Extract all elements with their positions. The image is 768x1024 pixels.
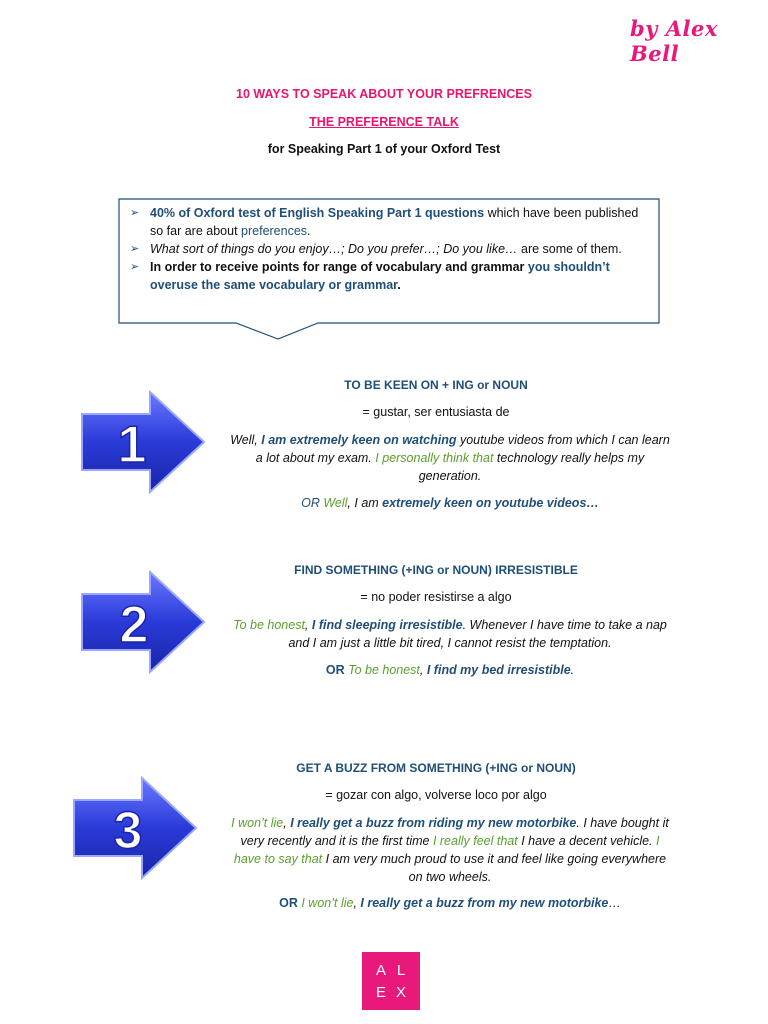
arrow-bullet-icon: ➢ xyxy=(130,243,140,255)
callout-b2-questions: What sort of things do you enjoy…; Do you prefer…; Do you like… xyxy=(150,242,518,256)
ex-text: I am very much proud to use it and feel like going everywhere on two wheels. xyxy=(322,852,667,884)
number-1-arrow-icon xyxy=(78,390,208,500)
arrow-number-label: 1 xyxy=(117,416,147,474)
alt-key-phrase: I really get a buzz from my new motorbike xyxy=(360,896,609,910)
section-1-meaning: = gustar, ser entusiasta de xyxy=(362,405,510,419)
ex-key-phrase: I find sleeping irresistible xyxy=(311,618,463,632)
section-1-example xyxy=(228,431,672,485)
alt-text: , xyxy=(353,896,361,910)
ex-text: . Whenever I have time to take a nap and I am just a little bit tired, I cannot resist the temptation. xyxy=(288,618,667,650)
document-subtitle: for Speaking Part 1 of your Oxford Test xyxy=(267,142,501,156)
ex-text: youtube videos from which I can learn a lot about my exam. xyxy=(255,433,670,465)
ex-key-phrase: I really get a buzz from riding my new motorbike xyxy=(290,816,577,830)
or-label: OR xyxy=(279,896,302,910)
alex-logo xyxy=(362,952,420,1010)
callout-bullet-2 xyxy=(124,240,654,258)
callout-b1-text: which have been published so far are about xyxy=(150,206,639,238)
section-3-title: GET A BUZZ FROM SOMETHING (+ING or NOUN) xyxy=(296,761,576,775)
document-title: 10 WAYS TO SPEAK ABOUT YOUR PREFRENCES xyxy=(236,87,532,101)
logo-letter: A xyxy=(375,962,386,979)
ex-text: technology really helps my generation. xyxy=(418,451,645,483)
logo-letter: L xyxy=(396,962,406,979)
alt-text: . xyxy=(570,663,575,677)
section-1-alternative xyxy=(228,494,672,512)
section-2-title: FIND SOMETHING (+ING or NOUN) IRRESISTIBLE xyxy=(294,563,578,577)
arrow-number-label: 3 xyxy=(113,802,143,860)
callout-b1-keyword: preferences xyxy=(241,224,308,238)
section-3-alternative xyxy=(228,894,672,912)
section-3-example xyxy=(228,814,672,886)
section-2-example xyxy=(228,616,672,652)
ex-filler-phrase: I have to say that xyxy=(233,834,660,866)
alt-text: , I am xyxy=(347,496,383,510)
document-subtitle-underlined: THE PREFERENCE TALK xyxy=(309,115,459,129)
callout-b1-emphasis: 40% of Oxford test of English Speaking Part 1 questions xyxy=(150,206,485,220)
ex-filler-phrase: To be honest xyxy=(233,618,305,632)
section-1-title: TO BE KEEN ON + ING or NOUN xyxy=(344,378,528,392)
callout-b1-end: . xyxy=(307,224,311,238)
alt-filler-phrase: Well xyxy=(323,496,348,510)
ex-filler-phrase: I won’t lie xyxy=(231,816,284,830)
logo-letter: E xyxy=(375,984,386,1001)
arrow-bullet-icon: ➢ xyxy=(130,207,140,219)
ex-filler-phrase: I personally think that xyxy=(375,451,494,465)
alt-key-phrase: extremely keen on youtube videos… xyxy=(382,496,599,510)
number-2-arrow-icon xyxy=(78,570,208,680)
author-signature: by Alex Bell xyxy=(630,16,718,66)
arrow-bullet-icon: ➢ xyxy=(130,261,140,273)
ex-text: , xyxy=(283,816,291,830)
alt-key-phrase: I find my bed irresistible xyxy=(426,663,571,677)
callout-b2-text: are some of them. xyxy=(517,242,622,256)
ex-text: Well, xyxy=(230,433,262,447)
section-2-alternative xyxy=(228,661,672,679)
arrow-number-label: 2 xyxy=(119,596,149,654)
callout-list xyxy=(124,204,654,294)
alt-filler-phrase: I won’t lie xyxy=(301,896,354,910)
alt-text: , xyxy=(419,663,427,677)
ex-key-phrase: I am extremely keen on watching xyxy=(261,433,457,447)
or-label: OR xyxy=(301,496,324,510)
ex-filler-phrase: I really feel that xyxy=(432,834,518,848)
callout-bullet-1 xyxy=(124,204,654,240)
callout-b3-emphasis: you shouldn’t overuse the same vocabulary or grammar xyxy=(150,260,610,292)
alt-text: … xyxy=(608,896,621,910)
section-3-meaning: = gozar con algo, volverse loco por algo xyxy=(325,788,547,802)
or-label: OR xyxy=(325,663,349,677)
number-3-arrow-icon xyxy=(70,776,200,886)
callout-b3-end: . xyxy=(397,278,401,292)
section-2-meaning: = no poder resistirse a algo xyxy=(360,590,512,604)
info-callout xyxy=(118,198,660,324)
callout-bullet-3 xyxy=(124,258,654,294)
ex-text: . I have bought it very recently and it is the first time xyxy=(240,816,669,848)
callout-b3-text: In order to receive points for range of vocabulary and grammar xyxy=(150,260,528,274)
ex-text: I have a decent vehicle. xyxy=(517,834,656,848)
alt-filler-phrase: To be honest xyxy=(348,663,420,677)
ex-text: , xyxy=(304,618,312,632)
logo-letter: X xyxy=(395,984,406,1001)
